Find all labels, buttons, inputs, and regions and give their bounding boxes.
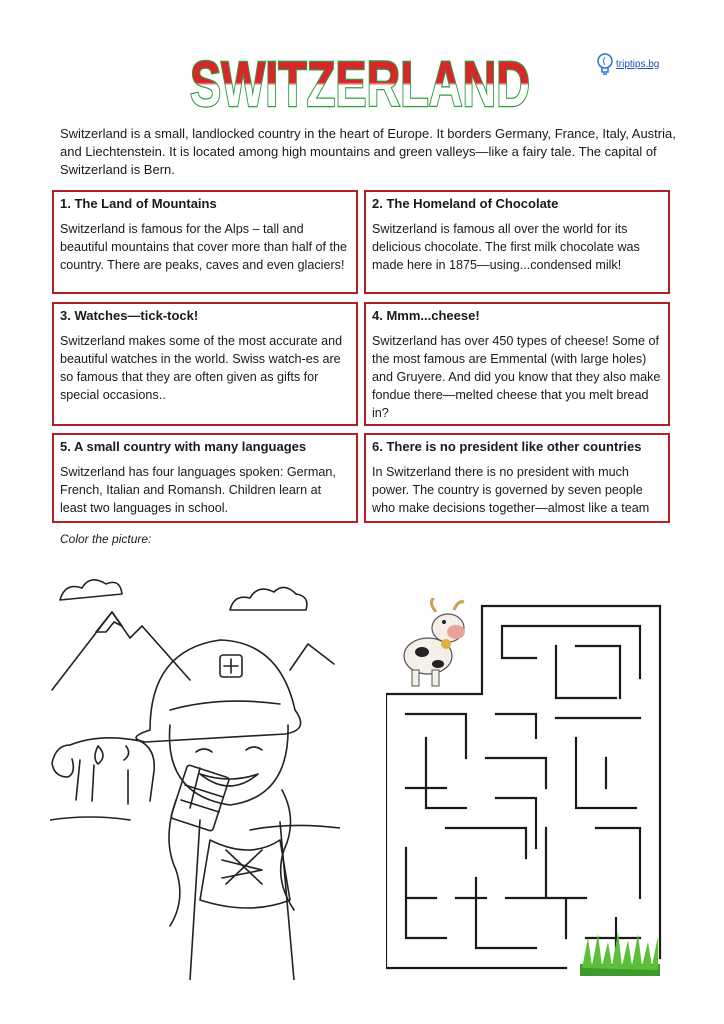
- title-art: [180, 50, 540, 114]
- cloud-icon: [230, 587, 307, 610]
- page-title: [180, 50, 540, 114]
- cloud-icon: [60, 580, 122, 600]
- card-body: In Switzerland there is no president with much power. The country is governed by seven people who make decisions together—almost like a team: [372, 465, 650, 515]
- intro-text: Switzerland is a small, landlocked country in the heart of Europe. It borders Germany, France, Italy, Austria, and Liechtenstein. It is located among high mountains and green valleys—like a fairy tale. The capital of Switzerland is Bern.: [60, 126, 676, 177]
- card-heading: 3. Watches—tick-tock!: [60, 308, 199, 323]
- card-heading: 2. The Homeland of Chocolate: [372, 196, 559, 211]
- grass-icon: [580, 930, 660, 976]
- cow-toy-icon: [398, 598, 474, 690]
- logo-link-text[interactable]: triptips.bg: [616, 58, 660, 70]
- card-watches: [52, 302, 358, 426]
- card-body: Switzerland is famous all over the world for its delicious chocolate. The first milk chocolate was made here in 1875—using...condensed milk!: [372, 222, 640, 272]
- card-body: Switzerland has four languages spoken: German, French, Italian and Romansh. Children learn at least two languages in school.: [60, 465, 336, 515]
- card-heading: 6. There is no president like other countries: [372, 439, 642, 454]
- card-body: Switzerland makes some of the most accurate and beautiful watches in the world. Swiss watch-es are so famous that they are often given as gifts for special occasions..: [60, 334, 343, 402]
- lightbulb-icon: [596, 52, 614, 76]
- card-body: Switzerland has over 450 types of cheese! Some of the most famous are Emmental (with large holes) and Gruyere. And did you know that they also make fondue there—melted cheese that you melt bread in?: [372, 334, 661, 420]
- card-government: [364, 433, 670, 523]
- card-cheese: [364, 302, 670, 426]
- coloring-caption: Color the picture:: [60, 532, 152, 546]
- card-body: Switzerland is famous for the Alps – tall and beautiful mountains that cover more than half of the country. There are peaks, caves and even glaciers!: [60, 222, 348, 272]
- card-heading: 4. Mmm...cheese!: [372, 308, 480, 323]
- cow-icon: [52, 738, 154, 804]
- site-logo[interactable]: [596, 52, 659, 76]
- intro-paragraph: [60, 125, 680, 179]
- card-chocolate: [364, 190, 670, 294]
- meadow-lines: [50, 817, 340, 830]
- card-languages: [52, 433, 358, 523]
- card-heading: 5. A small country with many languages: [60, 439, 307, 454]
- girl-figure: [136, 640, 301, 980]
- mountain-icon: [290, 644, 334, 670]
- coloring-illustration[interactable]: [50, 560, 340, 980]
- title-text: SWITZERLAND: [190, 50, 530, 114]
- card-heading: 1. The Land of Mountains: [60, 196, 217, 211]
- card-mountains: [52, 190, 358, 294]
